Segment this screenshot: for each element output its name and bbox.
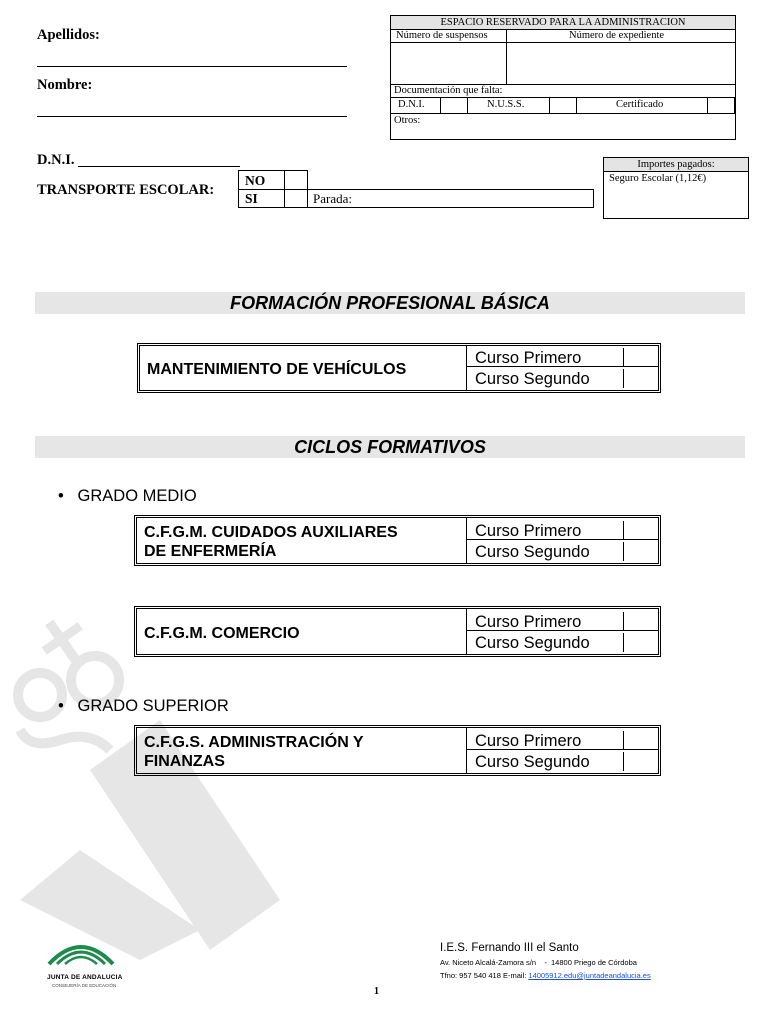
curso-segundo-checkbox[interactable] [623,752,658,771]
curso-primero-checkbox[interactable] [623,521,658,540]
si-checkbox[interactable] [285,190,307,207]
course-name-line2: FINANZAS [144,753,225,770]
si-label: SI [245,191,258,206]
apellidos-label: Apellidos: [37,27,100,43]
curso-primero-checkbox[interactable] [623,731,658,750]
expediente-field[interactable] [507,43,735,84]
school-name: I.E.S. Fernando III el Santo [440,942,579,954]
junta-andalucia-logo [45,934,117,970]
col-expediente: Número de expediente [569,30,665,41]
seguro-label: Seguro Escolar (1,12€) [609,173,707,184]
phone-label: Tfno: 957 540 418 E-mail: [440,971,527,980]
doc-certificado-label: Certificado [616,99,664,110]
nombre-line[interactable] [37,116,347,117]
ciclos-title: CICLOS FORMATIVOS [294,437,486,457]
dni-label: D.N.I. [37,152,75,168]
course-comercio [134,606,661,657]
fpb-title: FORMACIÓN PROFESIONAL BÁSICA [230,293,550,313]
apellidos-line[interactable] [37,66,347,67]
curso-primero-label: Curso Primero [467,348,623,367]
curso-segundo-label: Curso Segundo [475,753,590,771]
curso-primero-label: Curso Primero [467,612,623,631]
school-address: Av. Niceto Alcalá-Zamora s/n - 14800 Priego de Córdoba [440,958,637,967]
importes-title: Importes pagados: [604,158,748,172]
transporte-label: TRANSPORTE ESCOLAR: [37,182,215,198]
logo-subtext: CONSEJERÍA DE EDUCACIÓN [52,983,117,988]
course-administracion [134,725,661,776]
course-name-line1: C.F.G.M. CUIDADOS AUXILIARES [144,524,398,541]
curso-primero-checkbox[interactable] [623,348,658,367]
school-contact [440,971,651,980]
curso-segundo-label: Curso Segundo [475,370,590,388]
nombre-label: Nombre: [37,77,93,93]
curso-segundo-checkbox[interactable] [623,542,658,561]
curso-segundo-checkbox[interactable] [623,633,658,652]
grado-superior-heading: • GRADO SUPERIOR [58,697,229,715]
doc-dni-label: D.N.I. [398,99,425,110]
col-suspensos: Número de suspensos [396,30,488,41]
no-checkbox[interactable] [285,171,307,188]
course-cuidados [134,515,661,566]
doc-certificado-checkbox[interactable] [707,97,735,114]
dni-line[interactable] [78,166,240,167]
admin-title: ESPACIO RESERVADO PARA LA ADMINISTRACION [391,16,735,30]
fpb-band [35,292,745,314]
curso-segundo-label: Curso Segundo [475,543,590,561]
doc-nuss-checkbox[interactable] [549,97,577,114]
curso-primero-label: Curso Primero [467,731,623,750]
no-label: NO [245,173,266,188]
curso-primero-checkbox[interactable] [623,612,658,631]
curso-segundo-checkbox[interactable] [623,369,658,388]
page-number: 1 [374,986,379,997]
curso-segundo-label: Curso Segundo [475,634,590,652]
parada-label: Parada: [313,191,352,206]
grado-medio-heading: • GRADO MEDIO [58,487,197,505]
doc-falta-label: Documentación que falta: [394,85,503,96]
course-mantenimiento [137,343,661,393]
otros-field[interactable] [430,114,735,139]
email-link[interactable]: 14005912.edu@juntadeandalucia.es [528,971,651,980]
suspensos-field[interactable] [391,43,505,84]
doc-nuss-label: N.U.S.S. [487,99,525,110]
curso-primero-label: Curso Primero [467,521,623,540]
otros-label: Otros: [394,115,421,126]
ciclos-band [35,436,745,458]
course-name: C.F.G.M. COMERCIO [144,625,300,642]
logo-text: JUNTA DE ANDALUCIA [47,974,123,981]
course-name-line2: DE ENFERMERÍA [144,543,277,560]
course-name: MANTENIMIENTO DE VEHÍCULOS [147,361,407,378]
doc-dni-checkbox[interactable] [440,97,468,114]
course-name-line1: C.F.G.S. ADMINISTRACIÓN Y [144,734,364,751]
